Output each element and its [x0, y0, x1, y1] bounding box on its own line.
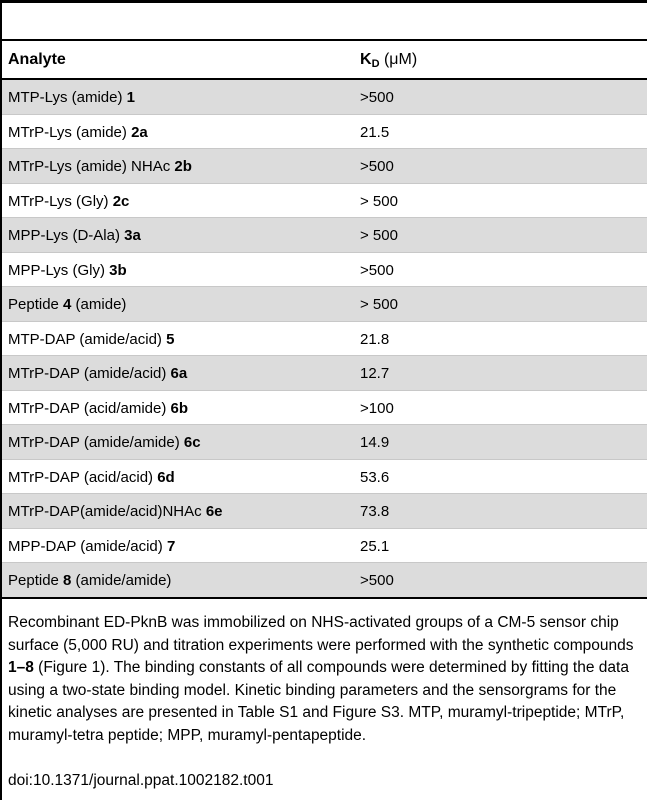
footnote-text-1: Recombinant ED-PknB was immobilized on NHS-activated groups of a CM-5 sensor chip surface (5,000 RU) and titration experiments were performed with the synthetic compounds: [8, 614, 634, 654]
analyte-cell: [8, 158, 192, 175]
analyte-cell: [8, 503, 223, 520]
analyte-cell: [8, 331, 174, 348]
analyte-suffix: (amide): [71, 296, 127, 313]
kd-value-cell: 14.9: [360, 434, 390, 451]
table-row: [2, 149, 647, 184]
table-row: [2, 356, 647, 391]
analyte-cell: [8, 400, 188, 417]
table-row: [2, 253, 647, 288]
analyte-cell: [8, 262, 127, 279]
table-row: [2, 287, 647, 322]
analyte-cell: [8, 89, 135, 106]
analyte-name: MTrP-DAP (acid/amide): [8, 399, 171, 417]
compound-number: 5: [166, 330, 175, 348]
compound-number: 4: [63, 296, 72, 313]
compound-number: 3b: [109, 261, 127, 279]
kd-unit: (μM): [379, 51, 418, 68]
table-footnote: [8, 612, 642, 747]
kd-value-cell: > 500: [360, 192, 398, 210]
analyte-cell: [8, 296, 126, 313]
kd-value-cell: > 500: [360, 296, 398, 313]
table-body: [2, 80, 647, 598]
table-row: [2, 494, 647, 529]
footnote-text-2: (Figure 1). The binding constants of all compounds were determined by fitting the data using a two-state binding model. Kinetic binding parameters and the sensorgrams for the kinetic analyses are presented in Table S1 and Figure S3. MTP, muramyl-tripeptide; MTrP, muramyl-tetra peptide; MPP, muramyl-pentapeptide.: [8, 659, 629, 744]
kd-value-cell: >500: [360, 572, 394, 589]
kd-value-cell: 53.6: [360, 468, 390, 486]
compound-number: 6d: [157, 468, 175, 486]
analyte-name: Peptide: [8, 572, 64, 589]
kd-value-cell: >100: [360, 399, 394, 417]
compound-number: 2a: [131, 123, 148, 141]
compound-number: 6b: [170, 399, 189, 417]
table-row: [2, 391, 647, 426]
table-header-row: [0, 41, 647, 78]
analyte-name: MTrP-DAP (amide/amide): [8, 434, 184, 451]
analyte-cell: [8, 124, 148, 141]
analyte-cell: [8, 193, 129, 210]
footnote-compounds-range: 1–8: [8, 659, 34, 676]
kd-value-cell: >500: [360, 158, 394, 175]
analyte-name: MTrP-Lys (amide) NHAc: [8, 158, 175, 175]
kd-symbol: K: [360, 51, 372, 68]
analyte-cell: [8, 572, 171, 589]
analyte-name: MPP-DAP (amide/acid): [8, 537, 167, 555]
column-header-analyte: Analyte: [8, 51, 66, 68]
analyte-cell: [8, 538, 175, 555]
table-row: [2, 218, 647, 253]
table-row: [2, 80, 647, 115]
table-bottom-rule: [0, 597, 647, 599]
analyte-cell: [8, 469, 175, 486]
analyte-name: MTrP-DAP (acid/acid): [8, 468, 158, 486]
table-top-border: [0, 0, 647, 3]
kd-subscript: D: [371, 58, 380, 70]
kd-value-cell: 25.1: [360, 537, 390, 555]
analyte-name: MPP-Lys (D-Ala): [8, 227, 125, 244]
analyte-cell: [8, 227, 141, 244]
analyte-name: MPP-Lys (Gly): [8, 261, 110, 279]
compound-number: 8: [63, 572, 72, 589]
table-doi[interactable]: doi:10.1371/journal.ppat.1002182.t001: [8, 772, 274, 789]
kd-value-cell: >500: [360, 261, 394, 279]
analyte-name: MTP-Lys (amide): [8, 89, 127, 106]
compound-number: 7: [166, 537, 176, 555]
kd-value-cell: 21.5: [360, 123, 390, 141]
table-row: [2, 184, 647, 219]
kd-value-cell: 21.8: [360, 330, 390, 348]
table-row: [2, 529, 647, 564]
analyte-name: Peptide: [8, 296, 64, 313]
analyte-name: MTP-DAP (amide/acid): [8, 330, 167, 348]
compound-number: 2c: [112, 192, 130, 210]
table-row: [2, 563, 647, 598]
analyte-name: MTrP-Lys (Gly): [8, 192, 113, 210]
analyte-name: MTrP-DAP(amide/acid)NHAc: [8, 503, 206, 520]
compound-number: 6c: [183, 434, 201, 451]
kd-value-cell: >500: [360, 89, 394, 106]
compound-number: 3a: [124, 227, 141, 244]
analyte-cell: [8, 434, 201, 451]
table-row: [2, 460, 647, 495]
compound-number: 6e: [205, 503, 223, 520]
table-row: [2, 115, 647, 150]
compound-number: 2b: [174, 158, 192, 175]
analyte-cell: [8, 365, 187, 382]
compound-number: 6a: [170, 365, 188, 382]
kd-value-cell: 12.7: [360, 365, 390, 382]
kd-value-cell: 73.8: [360, 503, 390, 520]
table-row: [2, 322, 647, 357]
analyte-suffix: (amide/amide): [71, 572, 172, 589]
kd-value-cell: > 500: [360, 227, 398, 244]
column-header-kd: [360, 51, 417, 70]
compound-number: 1: [126, 89, 135, 106]
analyte-name: MTrP-DAP (amide/acid): [8, 365, 171, 382]
analyte-name: MTrP-Lys (amide): [8, 123, 132, 141]
table-row: [2, 425, 647, 460]
